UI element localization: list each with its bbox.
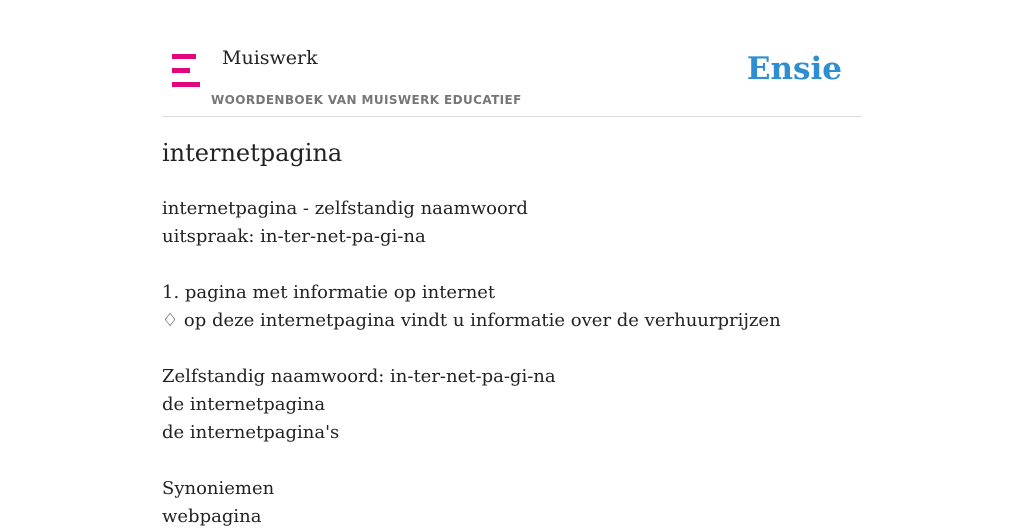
site-name[interactable]: Muiswerk [222,47,318,69]
noun-heading: Zelfstandig naamwoord: in-ter-net-pa-gi-na [162,366,556,387]
spacer [162,251,862,279]
spacer [162,335,862,363]
logo-bar [172,68,190,73]
singular-form: de internetpagina [162,394,326,415]
page-title: internetpagina [162,139,343,167]
definition-line: 1. pagina met informatie op internet [162,282,496,303]
site-header [162,0,862,117]
synonyms-heading: Synoniemen [162,478,275,499]
word-class-line: internetpagina - zelfstandig naamwoord [162,198,528,219]
synonym-item: webpagina [162,506,262,527]
example-line: ♢ op deze internetpagina vindt u informatie over de verhuurprijzen [162,310,781,331]
logo-bar [172,54,196,59]
spacer [162,447,862,475]
site-subtitle: WOORDENBOEK VAN MUISWERK EDUCATIEF [211,93,522,107]
ensie-brand-link[interactable]: Ensie [746,51,842,87]
entry-content [162,136,862,531]
plural-form: de internetpagina's [162,422,340,443]
muiswerk-logo-icon[interactable] [172,54,200,88]
pronunciation-line: uitspraak: in-ter-net-pa-gi-na [162,226,426,247]
logo-bar [172,82,200,87]
